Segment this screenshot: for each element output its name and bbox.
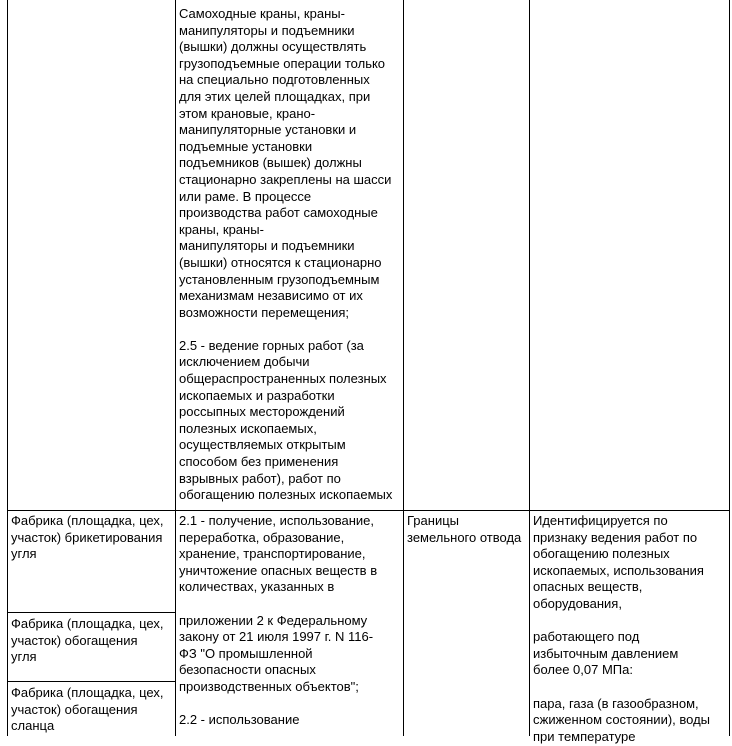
requirement-text-continued: Самоходные краны, краны- манипуляторы и подъемники (вышки) должны осуществлять грузоподъемные операции только на специально подготовленных для этих целей площадках, при этом крановые, крано- манипуляторные установки и подъемные установки подъемников (вышек) должны стационарно закреплены на шасси или раме. В процессе производства работ самоходные краны, краны- манипуляторы и подъемники (вышки) относятся к стационарно установленным грузоподъемным механизмам независимо от их возможности перемещения; 2.5 - ведение горных работ (за исключением добычи общераспространенных полезных ископаемых и разработки россыпных месторождений полезных ископаемых, осуществляемых открытым способом без применения взрывных работ), работ по обогащению полезных ископаемых bbox=[179, 6, 393, 503]
object-divider bbox=[7, 612, 176, 613]
boundary-text: Границы земельного отвода bbox=[407, 513, 522, 545]
table-border-col2 bbox=[403, 0, 404, 736]
object-divider bbox=[7, 681, 176, 682]
table-border-col3 bbox=[529, 0, 530, 736]
object-name: Фабрика (площадка, цех, участок) обогащения сланца bbox=[11, 685, 164, 734]
object-name: Фабрика (площадка, цех, участок) брикетирования угля bbox=[11, 513, 164, 562]
table-border-col1 bbox=[175, 0, 176, 736]
table-border-right bbox=[729, 0, 730, 736]
table-border-left bbox=[7, 0, 8, 736]
identification-text: Идентифицируется по признаку ведения работ по обогащению полезных ископаемых, использования опасных веществ, оборудования, работающего под избыточным давлением более 0,07 МПа: пара, газа (в газообразном, сжиженном состоянии), воды при температуре bbox=[533, 513, 711, 744]
row-divider bbox=[7, 510, 730, 511]
object-name: Фабрика (площадка, цех, участок) обогащения угля bbox=[11, 616, 164, 665]
criteria-text: 2.1 - получение, использование, переработка, образование, хранение, транспортирование, уничтожение опасных веществ в количествах, указанных в приложении 2 к Федеральному закону от 21 июля 1997 г. N 116- ФЗ "О промышленной безопасности опасных производственных объектов"; 2.2 - использование bbox=[179, 513, 378, 728]
